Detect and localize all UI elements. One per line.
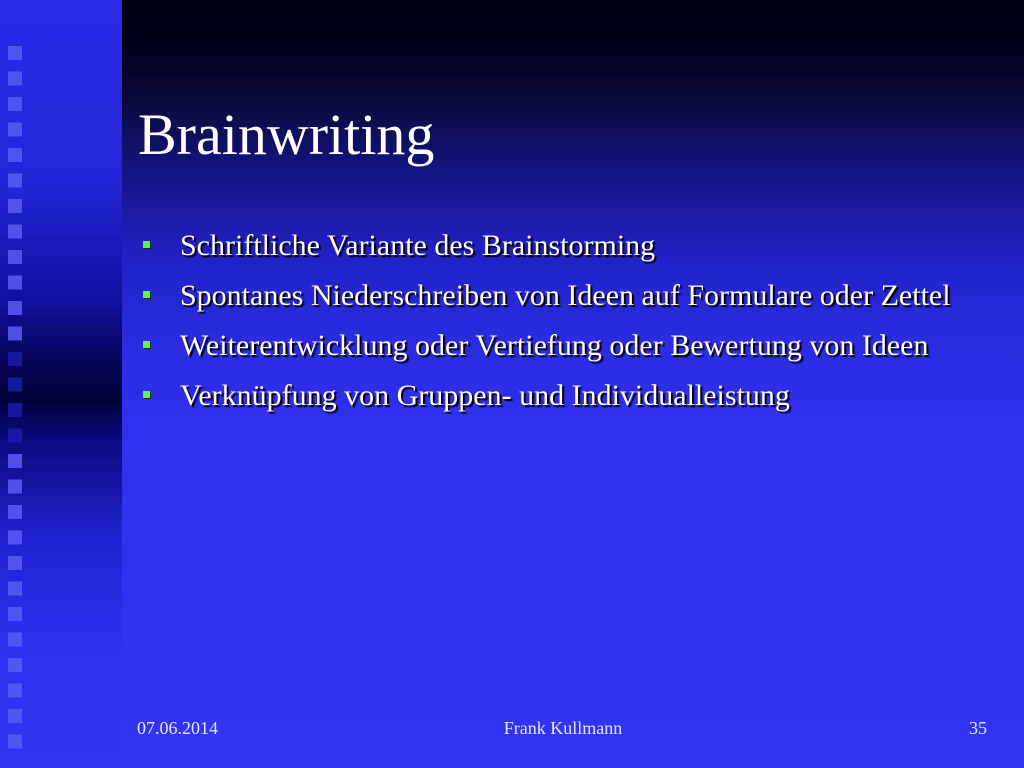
- decorative-square: [8, 123, 22, 137]
- bullet-square-icon: [143, 241, 150, 248]
- decorative-square: [8, 582, 22, 596]
- decorative-square: [8, 174, 22, 188]
- bullet-item: [142, 226, 982, 266]
- bullet-item: [142, 276, 982, 316]
- bullet-square-icon: [143, 391, 150, 398]
- bullet-text: Weiterentwicklung oder Vertiefung oder Bewertung von Ideen: [180, 329, 929, 362]
- decorative-square: [8, 72, 22, 86]
- decorative-square: [8, 301, 22, 315]
- bullet-text: Spontanes Niederschreiben von Ideen auf Formulare oder Zettel: [180, 279, 951, 312]
- bullet-item: [142, 326, 982, 366]
- bullet-list: [142, 226, 982, 426]
- decorative-square: [8, 225, 22, 239]
- slide-title: Brainwriting: [138, 102, 435, 167]
- decorative-square: [8, 684, 22, 698]
- decorative-square: [8, 199, 22, 213]
- decorative-square: [8, 480, 22, 494]
- bullet-text: Schriftliche Variante des Brainstorming: [180, 229, 656, 262]
- decorative-square: [8, 352, 22, 366]
- decorative-square: [8, 378, 22, 392]
- decorative-square: [8, 276, 22, 290]
- decorative-square: [8, 607, 22, 621]
- footer-author: Frank Kullmann: [503, 718, 623, 738]
- decorative-square: [8, 633, 22, 647]
- decorative-square: [8, 327, 22, 341]
- bullet-text: Verknüpfung von Gruppen- und Individualleistung: [180, 379, 790, 412]
- bullet-square-icon: [143, 341, 150, 348]
- footer-page-number: 35: [969, 718, 987, 738]
- decorative-square: [8, 46, 22, 60]
- decorative-squares: [0, 0, 30, 768]
- decorative-square: [8, 148, 22, 162]
- decorative-square: [8, 250, 22, 264]
- bullet-square-icon: [143, 291, 150, 298]
- decorative-square: [8, 403, 22, 417]
- decorative-square: [8, 556, 22, 570]
- bullet-item: [142, 376, 982, 416]
- decorative-square: [8, 97, 22, 111]
- decorative-square: [8, 531, 22, 545]
- footer-date: 07.06.2014: [137, 718, 218, 738]
- decorative-square: [8, 454, 22, 468]
- decorative-square: [8, 429, 22, 443]
- decorative-square: [8, 505, 22, 519]
- decorative-square: [8, 658, 22, 672]
